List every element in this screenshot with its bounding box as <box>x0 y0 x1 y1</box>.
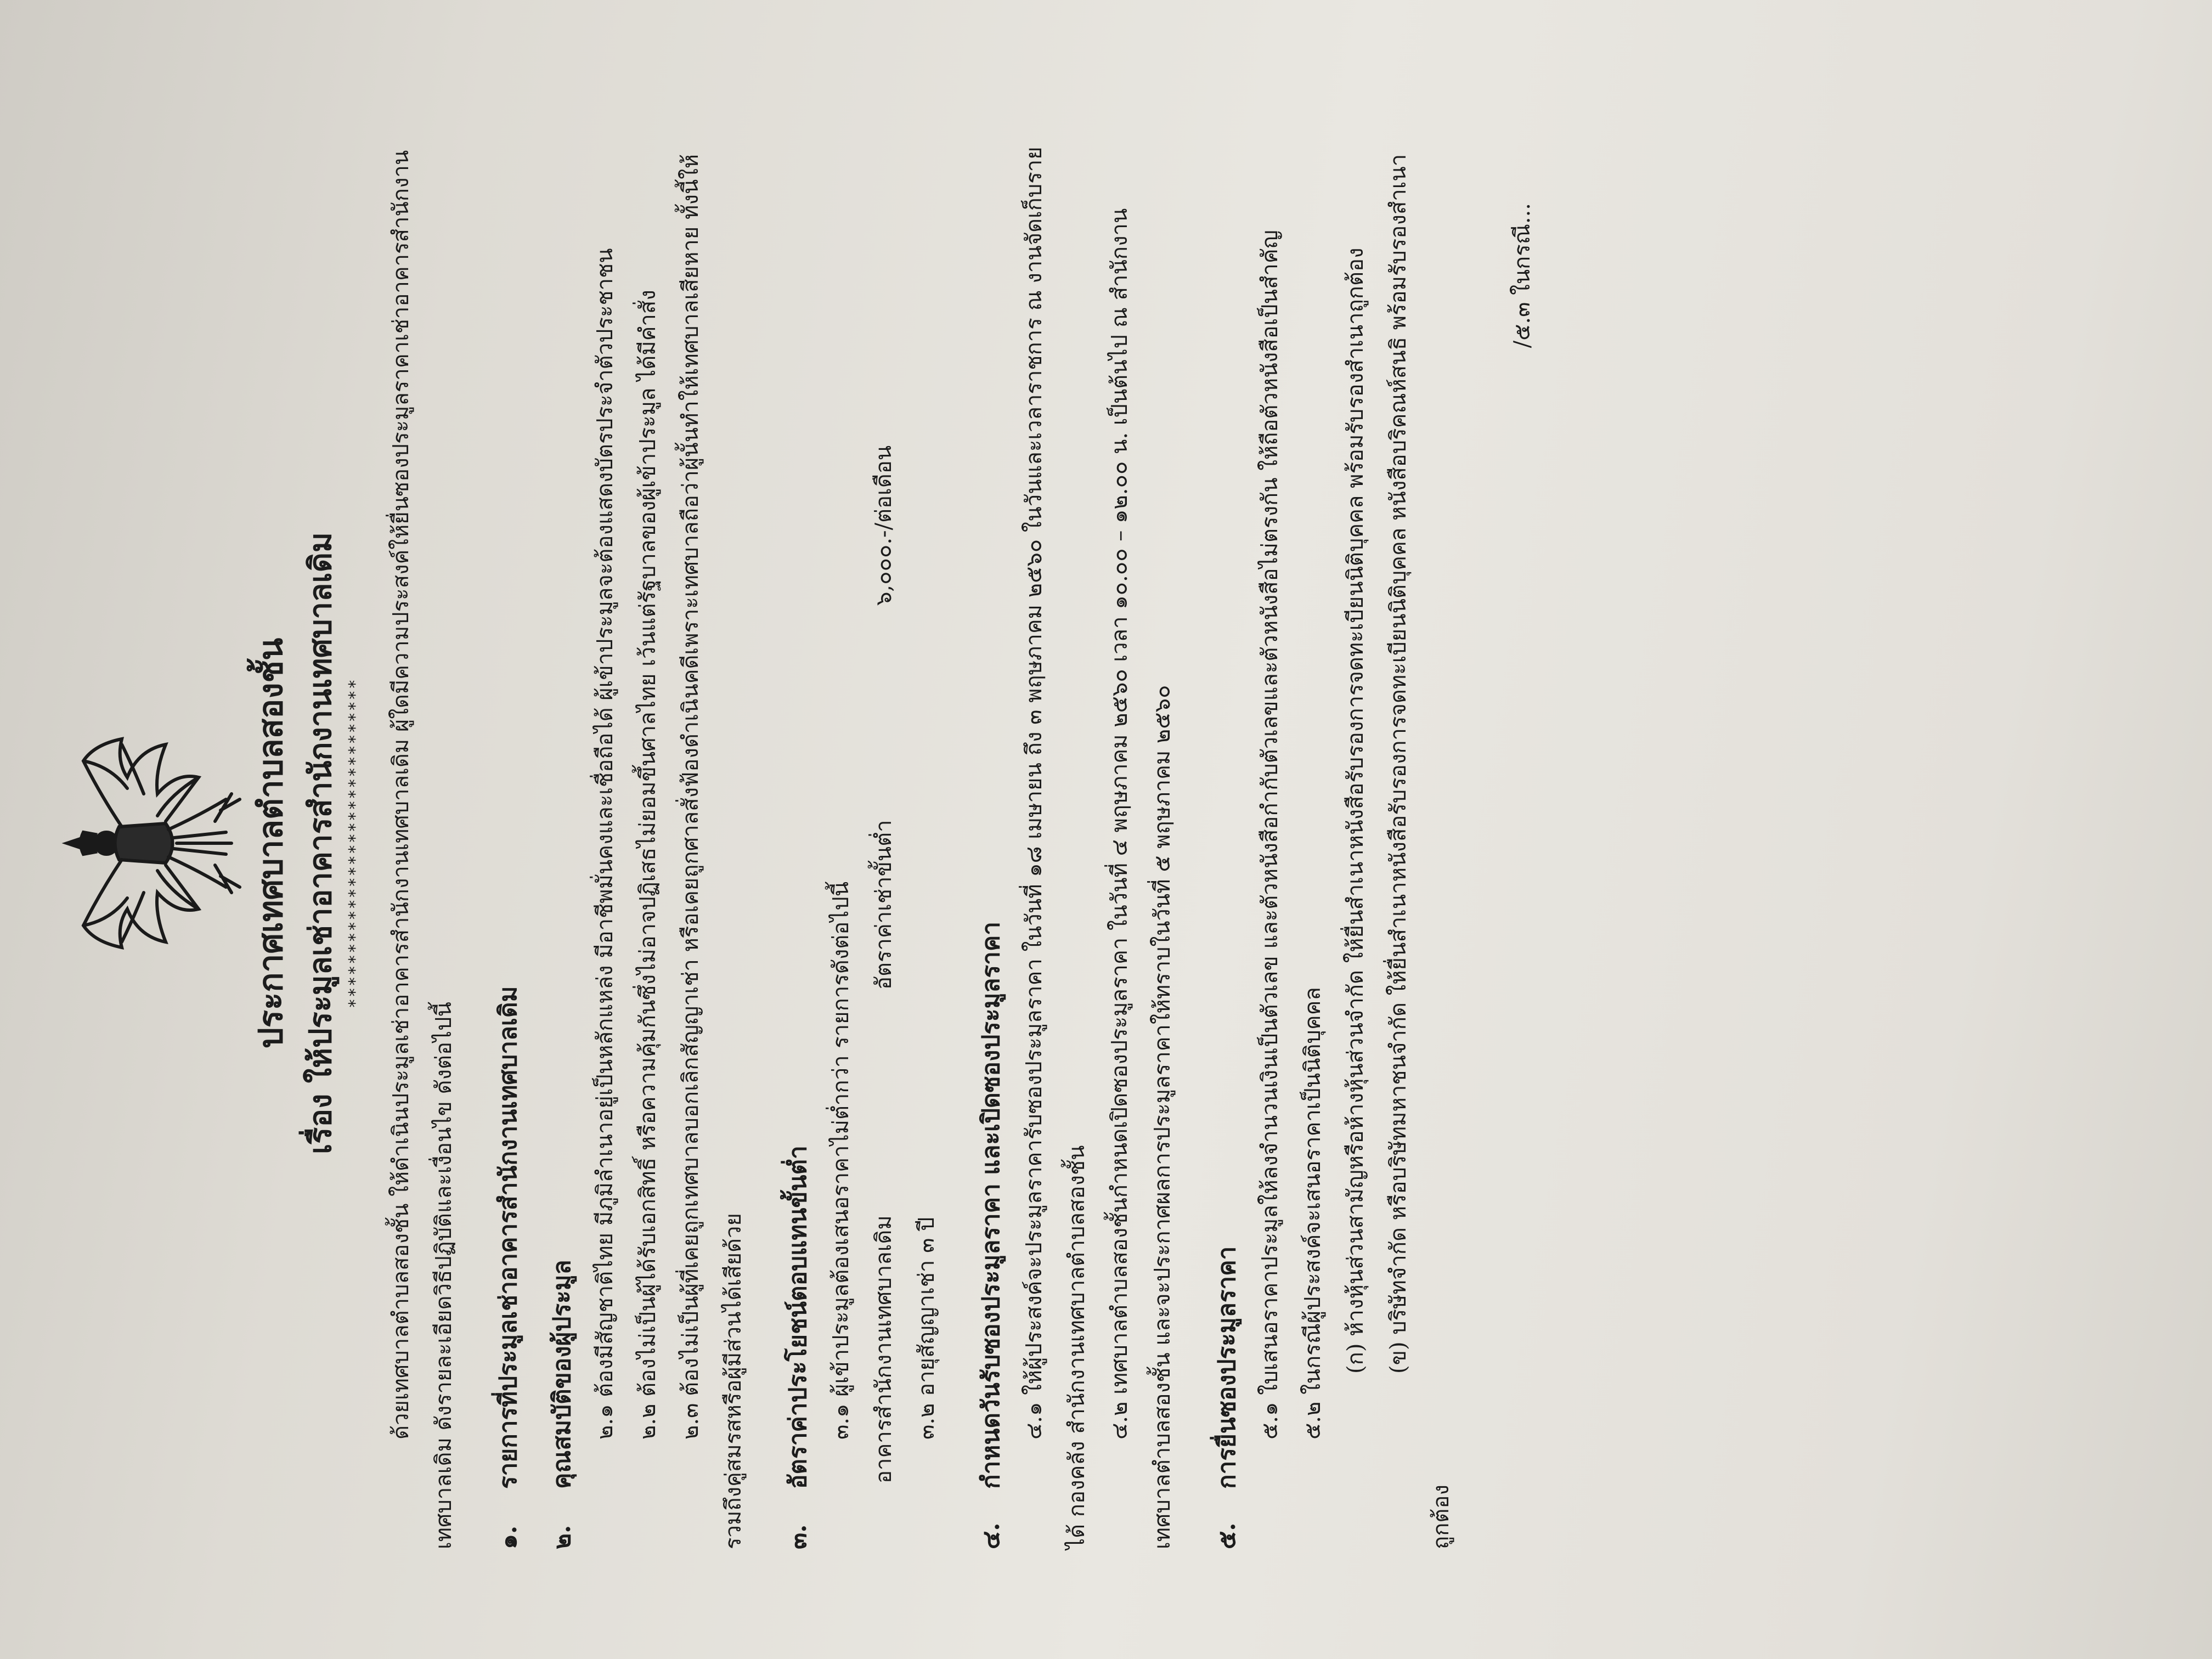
section-4-heading <box>970 137 1013 1549</box>
section-title: คุณสมบัติของผู้ประมูล <box>548 1260 576 1489</box>
rate-building: อาคารสำนักงานเทศบาลเดิม <box>871 1215 896 1483</box>
section-number: ๕. <box>1213 1522 1241 1549</box>
section-title: กำหนดวันรับซองประมูลราคา และเปิดซองประมูลราคา <box>977 922 1005 1489</box>
continuation-note: /๕.๓ ในกรณี... <box>1510 203 1535 348</box>
rate-row <box>862 137 905 1549</box>
divider: ****************************** <box>346 678 365 1008</box>
section-3-item: ๓.๒ อายุสัญญาเช่า ๓ ปี <box>914 1217 939 1440</box>
rate-label: อัตราค่าเช่าขั้นต่ำ <box>871 820 896 990</box>
section-2-item: ๒.๓ ต้องไม่เป็นผู้ที่เคยถูกเทศบาลบอกเลิกสัญญาเช่า หรือเคยถูกศาลสั่งฟ้องดำเนินคดีเพราะเทศบาลถือว่าผู้นั้นทำให้เทศบาลเสียหาย ทั้งนี้ให้รวมถึงคู่สมรสหรือผู้มีส่วนได้เสียด้วย <box>678 154 746 1549</box>
section-4-item: ๔.๒ เทศบาลตำบลสองชั้นกำหนดเปิดซองประมูลราคา ในวันที่ ๔ พฤษภาคม ๒๕๖๐ เวลา ๑๐.๐๐ – ๑๒.๐๐ น. เป็นต้นไป ณ สำนักงานเทศบาลตำบลสองชั้น และจะประกาศผลการประมูลราคาให้ทราบในวันที่ ๕ พฤษภาคม ๒๕๖๐ <box>1107 208 1175 1549</box>
section-number: ๓. <box>784 1524 812 1549</box>
page-title: ประกาศเทศบาลตำบลสองชั้น <box>252 637 290 1049</box>
section-5-subitem: (ก) ห้างหุ้นส่วนสามัญหรือห้างหุ้นส่วนจำกัด ให้ยื่นสำเนาหนังสือรับรองการจดทะเบียนนิติบุคคล พร้อมรับรองสำเนาถูกต้อง <box>1343 247 1368 1374</box>
subject-line: เรื่อง ให้ประมูลเช่าอาคารสำนักงานเทศบาลเดิม <box>302 532 338 1154</box>
garuda-emblem-icon <box>61 728 242 958</box>
section-5-heading <box>1206 137 1249 1549</box>
section-title: การยื่นซองประมูลราคา <box>1213 1246 1241 1489</box>
section-5-item: ๕.๑ ใบเสนอราคาประมูลให้ลงจำนวนเงินเป็นตัวเลข และตัวหนังสือกำกับตัวเลขและตัวหนังสือไม่ตรงกัน ให้ถือตัวหนังสือเป็นสำคัญ <box>1257 230 1283 1440</box>
section-5-subitem: (ข) บริษัทจำกัด หรือบริษัทมหาชนจำกัด ให้ยื่นสำเนาหนังสือรับรองการจดทะเบียนนิติบุคคล หนังสือบริคณห์สนธิ พร้อมรับรองสำเนาถูกต้อง <box>1386 154 1454 1549</box>
section-number: ๒. <box>548 1525 576 1549</box>
section-title: อัตราค่าประโยชน์ตอบแทนขั้นต่ำ <box>784 1146 812 1489</box>
section-2-heading <box>541 137 584 1549</box>
section-3-item: ๓.๑ ผู้เข้าประมูลต้องเสนอราคาไม่ต่ำกว่า รายการดังต่อไปนี้ <box>828 881 854 1440</box>
section-title: รายการที่ประมูลเช่าอาคารสำนักงานเทศบาลเดิม <box>494 986 522 1489</box>
rate-value: ๖,๐๐๐.-/ต่อเดือน <box>871 445 896 606</box>
section-1-heading <box>487 137 530 1549</box>
section-3-heading <box>777 137 820 1549</box>
section-number: ๑. <box>494 1525 522 1549</box>
section-5-item: ๕.๒ ในกรณีผู้ประสงค์จะเสนอราคาเป็นนิติบุคคล <box>1300 987 1325 1440</box>
section-number: ๔. <box>977 1522 1005 1549</box>
intro-paragraph: ด้วยเทศบาลตำบลสองชั้น ให้ดำเนินประมูลเช่าอาคารสำนักงานเทศบาลเดิม ผู้ใดมีความประสงค์ให้ยื่นซองประมูลราคาเช่าอาคารสำนักงานเทศบาลเดิม ดังรายละเอียดวิธีปฏิบัติและเงื่อนไข ดังต่อไปนี้ <box>388 150 456 1549</box>
section-2-item: ๒.๒ ต้องไม่เป็นผู้ได้รับเอกสิทธิ์ หรือความคุ้มกันซึ่งไม่อาจปฏิเสธไม่ยอมขึ้นศาลไทย เว้นแต่รัฐบาลของผู้เข้าประมูล ได้มีคำสั่ง <box>635 290 661 1440</box>
section-4-item: ๔.๑ ให้ผู้ประสงค์จะประมูลราคารับซองประมูลราคา ในวันที่ ๑๘ เมษายน ถึง ๓ พฤษภาคม ๒๕๖๐ ในวันและเวลาราชการ ณ งานจัดเก็บรายได้ กองคลัง สำนักงานเทศบาลตำบลสองชั้น <box>1022 146 1090 1549</box>
section-2-item: ๒.๑ ต้องมีสัญชาติไทย มีภูมิลำเนาอยู่เป็นหลักแหล่ง มีอาชีพมั่นคงและเชื่อถือได้ ผู้เข้าประมูลจะต้องแสดงบัตรประจำตัวประชาชน <box>592 248 618 1440</box>
